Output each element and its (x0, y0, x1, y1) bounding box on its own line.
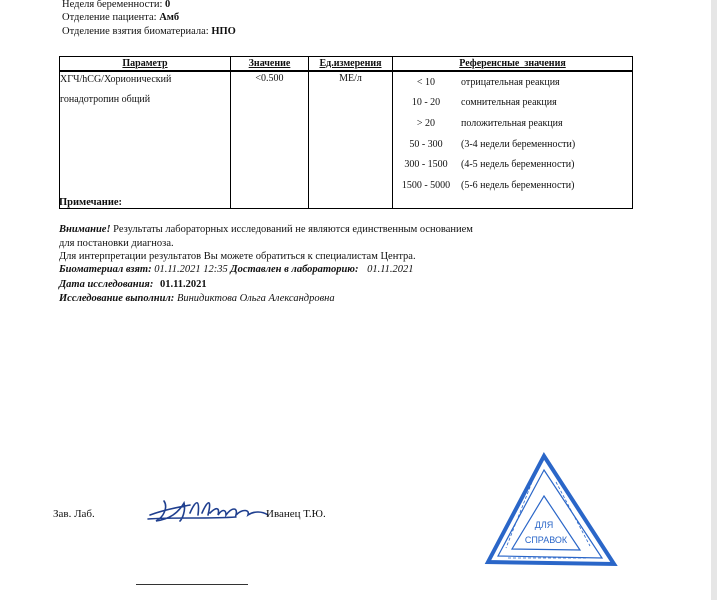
bottom-rule (136, 584, 248, 585)
patient-department-label: Отделение пациента: (62, 12, 157, 23)
biomaterial-department-value: НПО (211, 26, 236, 37)
reference-range: 1500 - 5000 (401, 179, 451, 191)
notes-heading-text: Примечание: (59, 197, 123, 208)
column-header-value: Значение (231, 57, 309, 72)
column-header-parameter: Параметр (60, 57, 231, 72)
stamp-line2: СПРАВОК (524, 535, 568, 545)
reference-description: (3-4 недели беременности) (461, 138, 576, 150)
attention-text: Результаты лабораторных исследований не являются единственным основанием (113, 224, 473, 235)
results-table (59, 56, 633, 209)
stamp-line1: ДЛЯ (534, 520, 554, 530)
handwritten-signature (146, 493, 274, 527)
reference-cell (393, 71, 633, 208)
reference-description: положительная реакция (461, 117, 563, 129)
interpretation-text: Для интерпретации результатов Вы можете обратиться к специалистам Центра. (59, 251, 416, 262)
reference-range: > 20 (416, 117, 436, 129)
delivered-value: 01.11.2021 (367, 264, 414, 275)
column-header-reference: Референсные значения (393, 57, 633, 72)
reference-row (393, 113, 632, 134)
table-row (60, 71, 633, 208)
patient-department-line (62, 11, 179, 24)
biomaterial-department-line (62, 25, 236, 38)
reference-description: отрицательная реакция (461, 76, 560, 88)
biomaterial-taken-label: Биоматериал взят: (59, 264, 152, 275)
research-date-value: 01.11.2021 (159, 279, 207, 290)
interpretation-line (59, 250, 416, 263)
performer-value: Винидиктова Ольга Александровна (176, 293, 335, 304)
triangle-stamp (484, 452, 618, 576)
page-edge-shadow (711, 0, 717, 600)
column-header-unit: Ед.измерения (309, 57, 393, 72)
reference-range: 50 - 300 (409, 138, 443, 150)
pregnancy-week-label: Неделя беременности: (62, 0, 163, 10)
parameter-cell (60, 71, 231, 208)
biomaterial-taken-value: 01.11.2021 12:35 (154, 264, 228, 275)
biomaterial-department-label: Отделение взятия биоматериала: (62, 26, 209, 37)
reference-row (393, 154, 632, 175)
unit-cell: МЕ/л (309, 71, 393, 208)
lab-head-name: Иванец Т.Ю. (266, 508, 326, 520)
reference-row (393, 93, 632, 114)
pregnancy-week-value: 0 (165, 0, 171, 10)
attention-label: Внимание! (59, 224, 111, 235)
research-date-line (59, 278, 207, 291)
results-table-header (60, 57, 633, 72)
reference-description: сомнительная реакция (461, 97, 557, 109)
reference-row (393, 72, 632, 93)
reference-range: 10 - 20 (411, 97, 441, 109)
attention-line (59, 223, 473, 236)
reference-range: < 10 (416, 76, 436, 88)
reference-row (393, 175, 632, 196)
reference-row (393, 134, 632, 155)
notes-heading (59, 196, 122, 209)
patient-department-value: Амб (159, 12, 180, 23)
reference-range: 300 - 1500 (404, 159, 448, 171)
attention-line-2 (59, 237, 174, 250)
performer-label: Исследование выполнил: (59, 293, 175, 304)
delivered-label: Доставлен в лабораторию: (230, 264, 359, 275)
reference-description: (5-6 недель беременности) (461, 179, 575, 191)
parameter-name-line1: ХГЧ/hCG/Хорионический (60, 74, 172, 85)
collection-line (59, 263, 414, 276)
attention-text-continued: для постановки диагноза. (59, 238, 174, 249)
research-date-label: Дата исследования: (59, 279, 154, 290)
pregnancy-week-line (62, 0, 170, 11)
reference-description: (4-5 недель беременности) (461, 159, 575, 171)
lab-head-role: Зав. Лаб. (53, 508, 95, 520)
result-value-cell: <0.500 (231, 71, 309, 208)
parameter-name-line2: гонадотропин общий (60, 94, 151, 105)
performer-line (59, 292, 335, 305)
